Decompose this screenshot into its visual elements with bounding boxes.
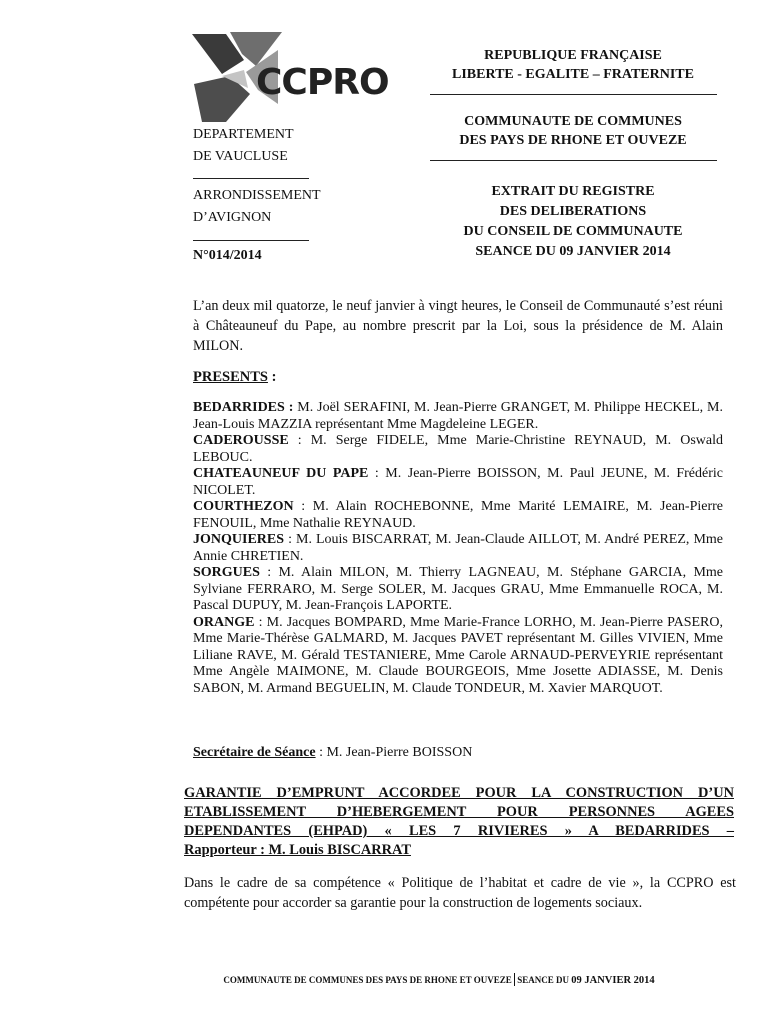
ccpro-logo xyxy=(186,30,389,122)
commune-name: CADEROUSSE xyxy=(193,433,289,448)
footer-date: 09 JANVIER 2014 xyxy=(571,975,655,986)
member-entry xyxy=(193,499,723,532)
extract-line-4: SEANCE DU 09 JANVIER 2014 xyxy=(475,244,671,259)
members-list xyxy=(193,400,723,697)
republic-header xyxy=(430,46,716,84)
departement-line-2: DE VAUCLUSE xyxy=(193,149,288,164)
commune-name: BEDARRIDES : xyxy=(193,400,294,415)
arrondissement-block xyxy=(193,185,321,229)
member-entry xyxy=(193,565,723,615)
commune-name: SORGUES xyxy=(193,565,260,580)
commune-name: COURTHEZON xyxy=(193,499,294,514)
extract-header xyxy=(430,182,716,262)
commune-name: CHATEAUNEUF DU PAPE xyxy=(193,466,369,481)
page-footer xyxy=(184,973,694,986)
extract-line-3: DU CONSEIL DE COMMUNAUTE xyxy=(463,224,683,239)
member-entry xyxy=(193,615,723,698)
member-entry xyxy=(193,400,723,433)
secretary-value: : M. Jean-Pierre BOISSON xyxy=(315,745,473,760)
community-line-1: COMMUNAUTE DE COMMUNES xyxy=(464,114,682,129)
member-entry xyxy=(193,466,723,499)
deliberation-subject xyxy=(184,784,734,860)
left-rule-2 xyxy=(193,240,309,241)
footer-seance: SEANCE DU xyxy=(517,975,572,985)
left-rule-1 xyxy=(193,178,309,179)
departement-line-1: DEPARTEMENT xyxy=(193,127,294,142)
footer-community: COMMUNAUTE DE COMMUNES DES PAYS DE RHONE ET OUVEZE xyxy=(223,975,512,985)
extract-line-2: DES DELIBERATIONS xyxy=(499,204,647,219)
commune-members: : M. Alain ROCHEBONNE, Mme Marité LEMAIRE, M. Jean-Pierre FENOUIL, Mme Nathalie REYNAUD. xyxy=(193,499,723,531)
commune-members: M. Joël SERAFINI, M. Jean-Pierre GRANGET, M. Philippe HECKEL, M. Jean-Louis MAZZIA représentant Mme Magdeleine LEGER. xyxy=(193,400,723,432)
member-entry xyxy=(193,532,723,565)
commune-members: : M. Serge FIDELE, Mme Marie-Christine REYNAUD, M. Oswald LEBOUC. xyxy=(193,433,723,465)
deliberation-number: N°014/2014 xyxy=(193,248,262,263)
commune-members: : M. Louis BISCARRAT, M. Jean-Claude AILLOT, M. André PEREZ, Mme Annie CHRETIEN. xyxy=(193,532,723,564)
header-rule-2 xyxy=(430,160,717,161)
logo-text: CCPRO xyxy=(256,62,389,103)
member-entry xyxy=(193,433,723,466)
presents-suffix: : xyxy=(267,369,277,385)
subject-line-1: GARANTIE D’EMPRUNT ACCORDEE POUR LA CONSTRUCTION D’UN xyxy=(184,785,734,801)
commune-members: : M. Jacques BOMPARD, Mme Marie-France LORHO, M. Jean-Pierre PASERO, Mme Marie-Thérèse GALMARD, M. Jacques PAVET représentant M. Gilles VIVIEN, Mme Liliane RAVE, M. Gérald TESTANIERE, Mme Carole ARNAUD-PERVEYRIE représentant Mme Angèle MAIMONE, M. Claude BOURGEOIS, Mme Josette ADIASSE, M. Denis SABON, M. Armand BEGUELIN, M. Claude TONDEUR, M. Xavier MARQUOT. xyxy=(193,614,723,696)
commune-members: : M. Alain MILON, M. Thierry LAGNEAU, M. Stéphane GARCIA, Mme Sylviane FERRARO, M. Serge SOLER, M. Jacques GRAU, Mme Emmanuelle ROCA, M. Pascal DUPUY, M. Jean-François LAPORTE. xyxy=(193,565,723,613)
commune-name: JONQUIERES xyxy=(193,532,285,547)
arrondissement-line-1: ARRONDISSEMENT xyxy=(193,188,321,203)
presents-heading xyxy=(193,369,276,386)
commune-name: ORANGE xyxy=(193,614,255,630)
secretary-line xyxy=(193,745,472,761)
rapporteur-line: Rapporteur : M. Louis BISCARRAT xyxy=(184,842,411,858)
extract-line-1: EXTRAIT DU REGISTRE xyxy=(491,184,655,199)
competence-paragraph: Dans le cadre de sa compétence « Politique de l’habitat et cadre de vie », la CCPRO est compétente pour accorder sa garantie pour la construction de logements sociaux. xyxy=(184,875,736,911)
presents-label: PRESENTS xyxy=(193,369,268,385)
community-header xyxy=(430,112,716,150)
intro-paragraph: L’an deux mil quatorze, le neuf janvier à vingt heures, le Conseil de Communauté s’est réuni à Châteauneuf du Pape, au nombre prescrit par la Loi, sous la présidence de M. Alain MILON. xyxy=(193,298,723,354)
departement-block xyxy=(193,124,294,168)
republic-motto: LIBERTE - EGALITE – FRATERNITE xyxy=(452,67,694,82)
commune-members: : M. Jean-Pierre BOISSON, M. Paul JEUNE, M. Frédéric NICOLET. xyxy=(193,466,723,498)
subject-line-3: DEPENDANTES (EHPAD) « LES 7 RIVIERES » A BEDARRIDES – xyxy=(184,823,734,839)
community-line-2: DES PAYS DE RHONE ET OUVEZE xyxy=(459,133,687,148)
header-rule-1 xyxy=(430,94,717,95)
subject-line-2: ETABLISSEMENT D’HEBERGEMENT POUR PERSONNES AGEES xyxy=(184,804,734,820)
republic-title: REPUBLIQUE FRANÇAISE xyxy=(484,48,662,63)
arrondissement-line-2: D’AVIGNON xyxy=(193,210,272,225)
secretary-label: Secrétaire de Séance xyxy=(193,745,316,760)
footer-separator xyxy=(514,973,516,986)
